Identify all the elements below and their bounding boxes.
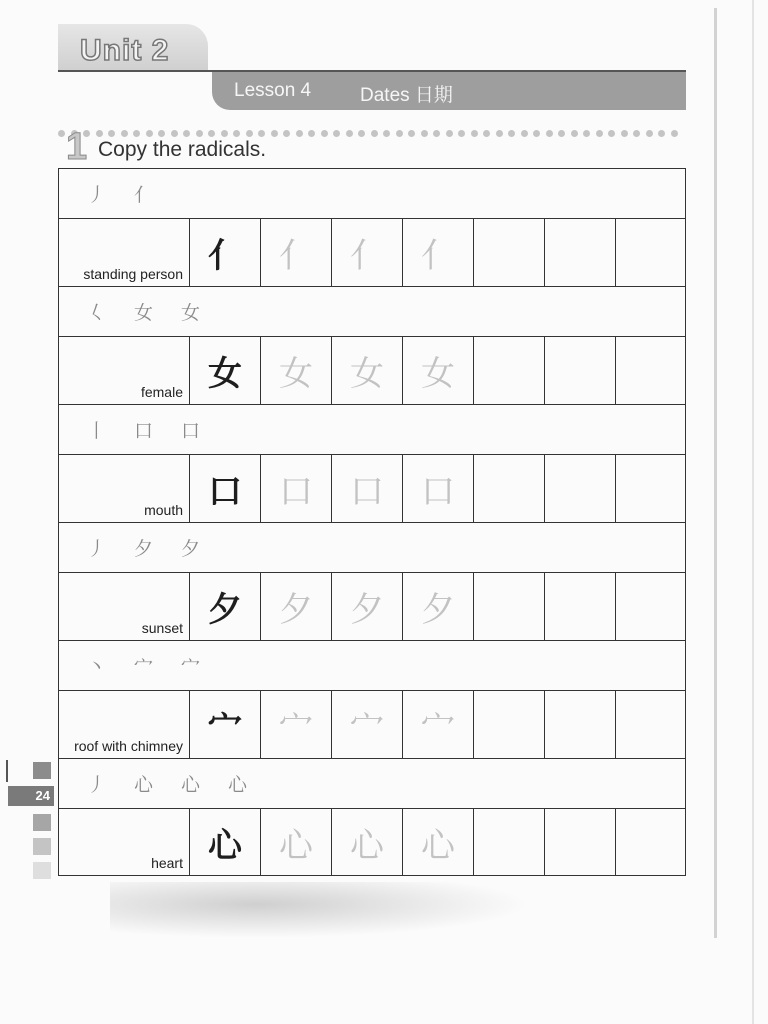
stroke-order-row <box>58 522 686 572</box>
divider-dot <box>158 130 165 137</box>
divider-dot <box>171 130 178 137</box>
trace-character: 夕 <box>332 573 403 640</box>
page-number: 24 <box>8 786 54 806</box>
practice-row <box>58 454 686 522</box>
lesson-topic: Dates 日期 <box>360 85 453 106</box>
divider-dot <box>58 130 65 137</box>
stroke-step: 丶 <box>87 656 107 678</box>
stroke-step: 心 <box>181 774 201 796</box>
divider-dot <box>358 130 365 137</box>
trace-character: 口 <box>403 455 474 522</box>
stroke-order-row <box>58 286 686 336</box>
divider-dot <box>371 130 378 137</box>
stroke-order-row <box>58 758 686 808</box>
divider-dot <box>258 130 265 137</box>
practice-row <box>58 336 686 404</box>
trace-character: 亻 <box>332 219 403 286</box>
trace-character: 口 <box>261 455 332 522</box>
divider-dot <box>208 130 215 137</box>
writing-box[interactable] <box>545 455 616 522</box>
radical-name: female <box>59 337 190 404</box>
trace-character: 夕 <box>261 573 332 640</box>
divider-dot <box>108 130 115 137</box>
radical-name: heart <box>59 809 190 875</box>
writing-box[interactable] <box>545 219 616 286</box>
radical-name: mouth <box>59 455 190 522</box>
section-title: Copy the radicals. <box>98 138 267 161</box>
divider-dot <box>408 130 415 137</box>
stroke-step: 丿 <box>87 538 107 560</box>
divider-dot <box>183 130 190 137</box>
divider-dot <box>308 130 315 137</box>
stroke-step: 夕 <box>181 538 201 560</box>
stroke-step: 口 <box>134 420 154 442</box>
divider-dot <box>196 130 203 137</box>
stroke-step: 宀 <box>134 656 154 678</box>
stroke-step: 女 <box>181 302 201 324</box>
writing-box[interactable] <box>616 455 685 522</box>
divider-dot <box>658 130 665 137</box>
stroke-order-row <box>58 640 686 690</box>
divider-dot <box>283 130 290 137</box>
lesson-label: Lesson 4 <box>234 80 312 101</box>
writing-box[interactable] <box>474 809 545 875</box>
section-number: 1 <box>66 126 88 168</box>
scan-shadow <box>110 882 530 938</box>
divider-dot <box>633 130 640 137</box>
divider-dot <box>383 130 390 137</box>
divider-dot <box>333 130 340 137</box>
divider-dot <box>483 130 490 137</box>
page-edge <box>714 8 717 938</box>
writing-box[interactable] <box>545 809 616 875</box>
divider-dot <box>546 130 553 137</box>
practice-row <box>58 218 686 286</box>
divider-dot <box>646 130 653 137</box>
writing-box[interactable] <box>616 337 685 404</box>
trace-character: 亻 <box>261 219 332 286</box>
divider-dot <box>296 130 303 137</box>
stroke-step: 心 <box>134 774 154 796</box>
trace-character: 女 <box>332 337 403 404</box>
stroke-order-row <box>58 404 686 454</box>
divider-dot <box>608 130 615 137</box>
model-character: 亻 <box>190 219 261 286</box>
trace-character: 女 <box>403 337 474 404</box>
divider-dot <box>221 130 228 137</box>
stroke-order-row <box>58 168 686 218</box>
divider-dot <box>433 130 440 137</box>
divider-dot <box>146 130 153 137</box>
writing-box[interactable] <box>474 573 545 640</box>
divider-dot <box>458 130 465 137</box>
divider-dot <box>321 130 328 137</box>
stroke-step: 心 <box>228 774 248 796</box>
divider-dot <box>471 130 478 137</box>
divider-dot <box>521 130 528 137</box>
divider-dot <box>583 130 590 137</box>
divider-dot <box>133 130 140 137</box>
writing-box[interactable] <box>545 337 616 404</box>
divider-dot <box>421 130 428 137</box>
dotted-divider <box>58 124 686 136</box>
model-character: 心 <box>190 809 261 875</box>
practice-row <box>58 572 686 640</box>
trace-character: 夕 <box>403 573 474 640</box>
divider-dot <box>96 130 103 137</box>
divider-dot <box>571 130 578 137</box>
divider-dot <box>271 130 278 137</box>
practice-row <box>58 690 686 758</box>
trace-character: 亻 <box>403 219 474 286</box>
trace-character: 宀 <box>261 691 332 758</box>
radical-name: sunset <box>59 573 190 640</box>
stroke-step: 女 <box>134 302 154 324</box>
divider-dot <box>671 130 678 137</box>
writing-box[interactable] <box>474 219 545 286</box>
divider-dot <box>446 130 453 137</box>
trace-character: 宀 <box>403 691 474 758</box>
page-edge-outer <box>752 0 754 1024</box>
trace-character: 口 <box>332 455 403 522</box>
divider-dot <box>396 130 403 137</box>
divider-dot <box>621 130 628 137</box>
unit-title: Unit 2 <box>80 34 170 67</box>
model-character: 夕 <box>190 573 261 640</box>
divider-dot <box>246 130 253 137</box>
divider-dot <box>496 130 503 137</box>
side-tab <box>33 814 51 831</box>
stroke-step: 丿 <box>87 774 107 796</box>
trace-character: 宀 <box>332 691 403 758</box>
writing-box[interactable] <box>545 573 616 640</box>
radical-name: standing person <box>59 219 190 286</box>
writing-box[interactable] <box>616 809 685 875</box>
side-tab <box>33 862 51 879</box>
side-mark <box>6 760 8 782</box>
writing-box[interactable] <box>545 691 616 758</box>
side-tab <box>33 838 51 855</box>
stroke-step: 口 <box>181 420 201 442</box>
practice-row <box>58 808 686 876</box>
writing-box[interactable] <box>616 573 685 640</box>
stroke-step: 𡿨 <box>87 302 107 324</box>
divider-dot <box>233 130 240 137</box>
model-character: 宀 <box>190 691 261 758</box>
stroke-step: 丿 <box>87 184 107 206</box>
divider-dot <box>121 130 128 137</box>
model-character: 女 <box>190 337 261 404</box>
writing-box[interactable] <box>616 691 685 758</box>
stroke-step: 亻 <box>134 184 154 206</box>
writing-box[interactable] <box>474 455 545 522</box>
trace-character: 心 <box>403 809 474 875</box>
writing-box[interactable] <box>474 337 545 404</box>
trace-character: 心 <box>261 809 332 875</box>
writing-box[interactable] <box>616 219 685 286</box>
trace-character: 心 <box>332 809 403 875</box>
divider-dot <box>533 130 540 137</box>
stroke-step: 丨 <box>87 420 107 442</box>
trace-character: 女 <box>261 337 332 404</box>
divider-dot <box>346 130 353 137</box>
side-tab <box>33 762 51 779</box>
divider-dot <box>596 130 603 137</box>
writing-box[interactable] <box>474 691 545 758</box>
divider-dot <box>508 130 515 137</box>
worksheet-grid <box>58 168 686 876</box>
model-character: 口 <box>190 455 261 522</box>
stroke-step: 宀 <box>181 656 201 678</box>
divider-dot <box>558 130 565 137</box>
radical-name: roof with chimney <box>59 691 190 758</box>
stroke-step: 夕 <box>134 538 154 560</box>
